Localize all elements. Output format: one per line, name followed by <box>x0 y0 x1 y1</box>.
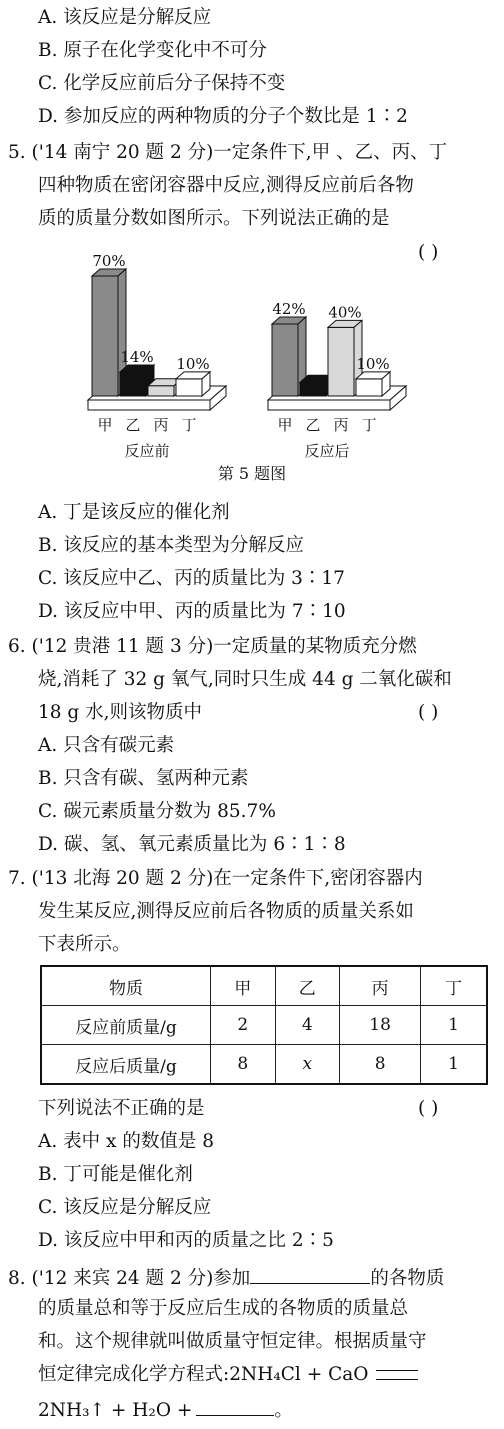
data-label: 70% <box>92 252 126 270</box>
q5-stem-line-2: 四种物质在密闭容器中反应,测得反应前后各物 <box>38 175 414 196</box>
q7-mass-table <box>40 965 488 1085</box>
table-row <box>41 1045 487 1085</box>
q4-option-a: A. 该反应是分解反应 <box>38 7 212 28</box>
q7-option-c: C. 该反应是分解反应 <box>38 1197 212 1218</box>
table-row <box>41 1006 487 1045</box>
bar-甲 <box>272 324 298 396</box>
q6-answer-paren: ( ) <box>418 702 439 723</box>
table-cell: 18 <box>340 1006 421 1045</box>
q6-option-b: B. 只含有碳、氢两种元素 <box>38 768 249 789</box>
q8-blank-1[interactable] <box>250 1263 370 1284</box>
q4-option-d: D. 参加反应的两种物质的分子个数比是 1∶2 <box>38 106 408 127</box>
q5-figure-caption: 第 5 题图 <box>217 464 287 483</box>
bar-丙 <box>148 386 174 396</box>
table-cell: x <box>275 1045 340 1085</box>
table-header-row <box>41 966 487 1006</box>
q8-equation-right: 2NH₃↑ + H₂O + <box>38 1400 193 1421</box>
q6-option-d: D. 碳、氢、氧元素质量比为 6∶1∶8 <box>38 834 346 855</box>
q5-figure <box>80 252 430 468</box>
q8-blank-2[interactable] <box>196 1395 274 1416</box>
header-cell: 物质 <box>41 966 211 1006</box>
category-label: 乙 <box>125 416 141 434</box>
q7-question: 下列说法不正确的是 <box>38 1098 205 1119</box>
q8-line-2: 的质量总和等于反应后生成的各物质的质量总 <box>38 1298 409 1319</box>
table-cell: 1 <box>421 1006 487 1045</box>
bar-丙 <box>328 327 354 396</box>
q4-option-b: B. 原子在化学变化中不可分 <box>38 40 267 61</box>
q8-period: 。 <box>274 1400 293 1421</box>
data-label: 40% <box>328 303 362 322</box>
chart-title: 反应后 <box>304 442 350 460</box>
q8-equation-left: 恒定律完成化学方程式:2NH₄Cl + CaO <box>38 1364 369 1385</box>
q5-option-b: B. 该反应的基本类型为分解反应 <box>38 535 304 556</box>
q8-line-5 <box>38 1395 293 1424</box>
header-cell: 丙 <box>340 966 421 1006</box>
q6-option-a: A. 只含有碳元素 <box>38 735 175 756</box>
data-label: 42% <box>272 300 306 318</box>
bar-乙 <box>120 372 146 396</box>
q8-line-4 <box>38 1362 418 1388</box>
row-label: 反应后质量/g <box>41 1045 211 1085</box>
bar-丁 <box>356 379 382 396</box>
table-cell: 1 <box>421 1045 487 1085</box>
q5-option-c: C. 该反应中乙、丙的质量比为 3∶17 <box>38 568 345 589</box>
table-cell: 2 <box>211 1006 276 1045</box>
category-label: 甲 <box>97 416 113 434</box>
data-label: 10% <box>356 354 390 373</box>
q6-stem-line-2: 烧,消耗了 32 g 氧气,同时只生成 44 g 二氧化碳和 <box>38 669 452 690</box>
data-label: 14% <box>120 348 154 366</box>
q7-stem-line-1: 7. ('13 北海 20 题 2 分)在一定条件下,密闭容器内 <box>8 868 423 889</box>
q5-option-a: A. 丁是该反应的催化剂 <box>38 502 230 523</box>
data-label: 10% <box>176 354 210 373</box>
q6-stem-line-1: 6. ('12 贵港 11 题 3 分)一定质量的某物质充分燃 <box>8 636 417 657</box>
q4-option-c: C. 化学反应前后分子保持不变 <box>38 73 286 94</box>
category-label: 丁 <box>181 416 197 434</box>
q5-option-d: D. 该反应中甲、丙的质量比为 7∶10 <box>38 601 346 622</box>
category-label: 丙 <box>153 416 169 434</box>
q7-stem-line-2: 发生某反应,测得反应前后各物质的质量关系如 <box>38 901 414 922</box>
category-label: 甲 <box>277 416 293 434</box>
q8-line-3: 和。这个规律就叫做质量守恒定律。根据质量守 <box>38 1331 427 1352</box>
bar-甲 <box>92 276 118 396</box>
q6-option-c: C. 碳元素质量分数为 85.7% <box>38 801 276 822</box>
chart-base <box>268 400 390 410</box>
q7-stem-line-3: 下表所示。 <box>38 934 131 955</box>
bar-乙 <box>300 382 326 396</box>
q7-answer-paren: ( ) <box>418 1098 439 1119</box>
q8-text-a: 8. ('12 来宾 24 题 2 分)参加 <box>8 1268 251 1289</box>
category-label: 丙 <box>333 416 349 434</box>
q5-stem-line-1: 5. ('14 南宁 20 题 2 分)一定条件下,甲 、乙、丙、丁 <box>8 142 448 163</box>
table-cell: 4 <box>275 1006 340 1045</box>
equals-sign-icon <box>376 1370 418 1380</box>
category-label: 丁 <box>361 416 377 434</box>
q7-option-d: D. 该反应中甲和丙的质量之比 2∶5 <box>38 1230 334 1251</box>
q5-answer-paren: ( ) <box>418 242 439 263</box>
q7-option-b: B. 丁可能是催化剂 <box>38 1164 193 1185</box>
chart-title: 反应前 <box>124 442 170 460</box>
header-cell: 乙 <box>275 966 340 1006</box>
bar-丁 <box>176 379 202 396</box>
q8-line-1 <box>8 1263 444 1292</box>
q6-stem-line-3: 18 g 水,则该物质中 <box>38 702 203 723</box>
table-cell: 8 <box>340 1045 421 1085</box>
chart-base <box>88 400 210 410</box>
category-label: 乙 <box>305 416 321 434</box>
row-label: 反应前质量/g <box>41 1006 211 1045</box>
q8-text-b: 的各物质 <box>370 1268 445 1289</box>
table-cell: 8 <box>211 1045 276 1085</box>
q5-stem-line-3: 质的质量分数如图所示。下列说法正确的是 <box>38 208 390 229</box>
header-cell: 丁 <box>421 966 487 1006</box>
q7-option-a: A. 表中 x 的数值是 8 <box>38 1131 214 1152</box>
header-cell: 甲 <box>211 966 276 1006</box>
